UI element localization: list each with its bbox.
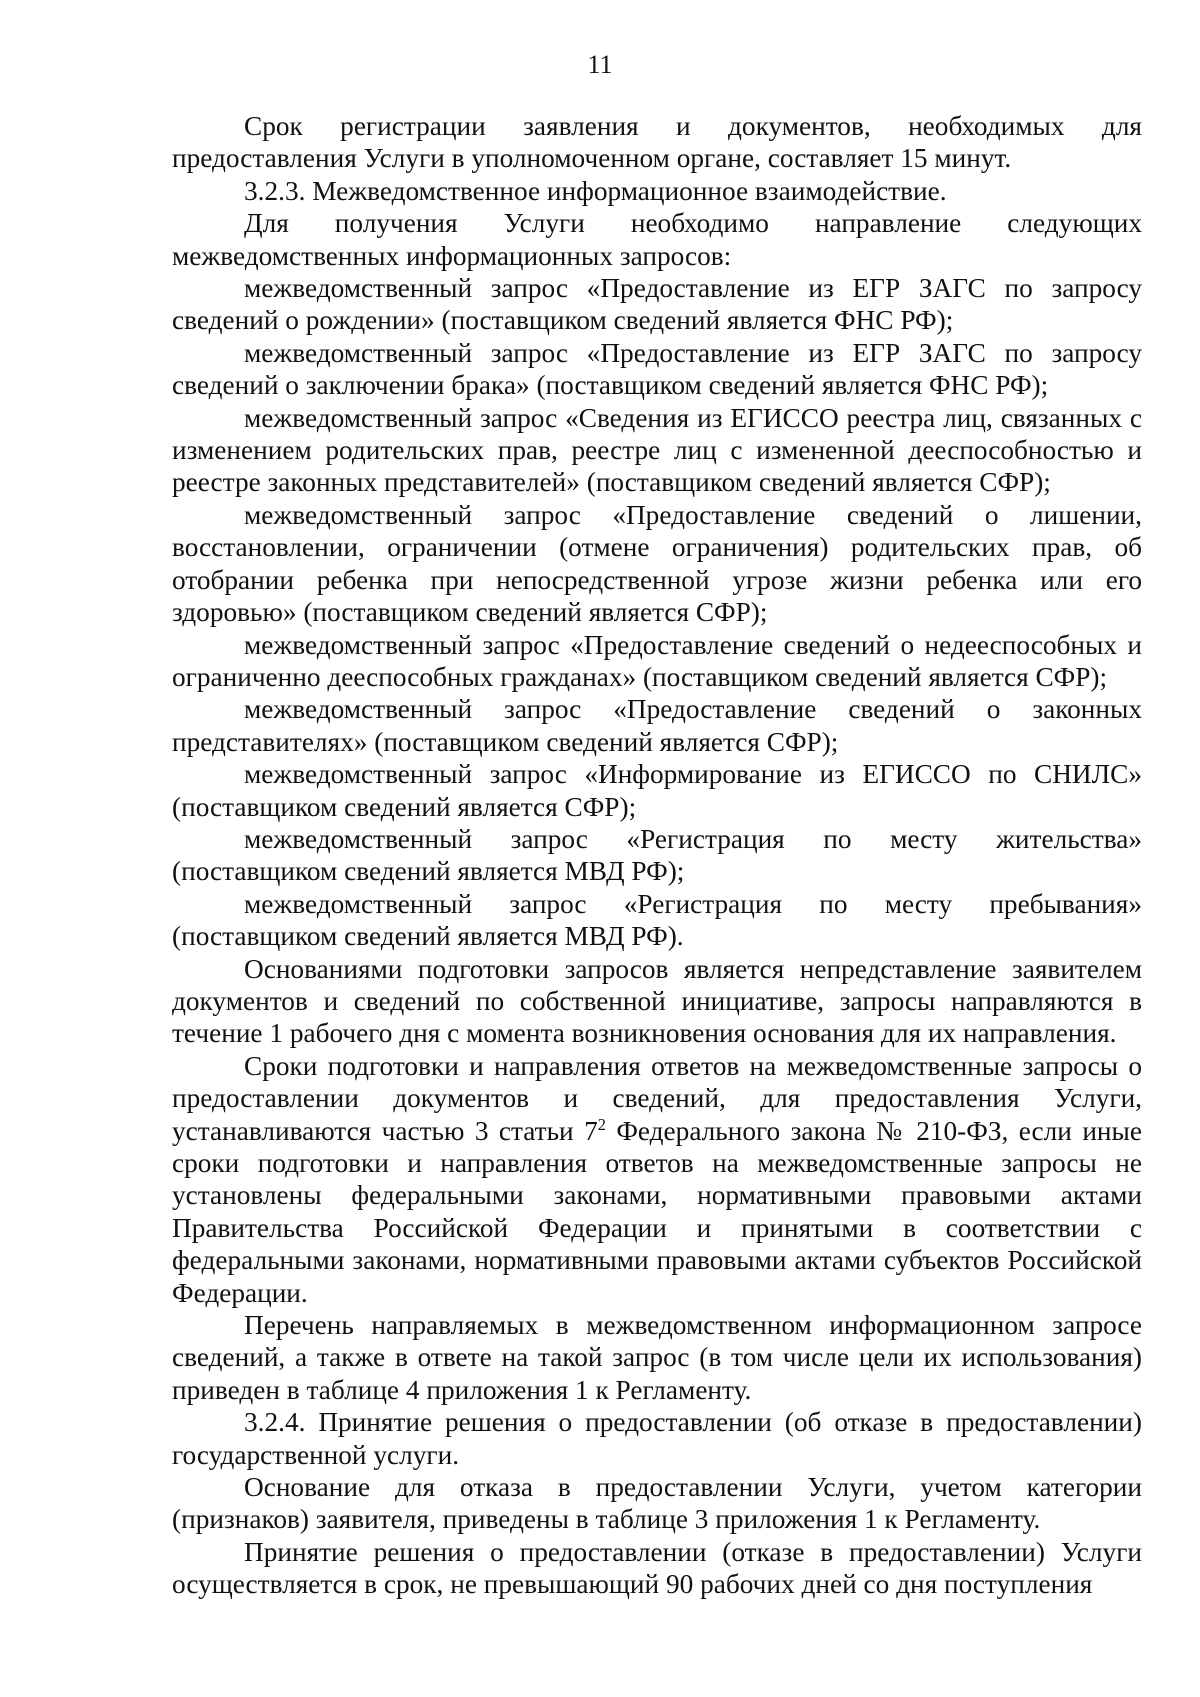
paragraph-request-grounds: Основаниями подготовки запросов является непредставление заявителем документов и сведений по собственной инициативе, запросы направляются в течение 1 рабочего дня с момента возникновения основания для их направления. <box>172 953 1142 1049</box>
request-item-legal-representatives: межведомственный запрос «Предоставление сведений о законных представителях» (поставщиком сведений является СФР); <box>172 694 1142 757</box>
paragraph-response-terms <box>172 1050 1142 1309</box>
paragraph-refusal-grounds: Основание для отказа в предоставлении Услуги, учетом категории (признаков) заявителя, приведены в таблице 3 приложения 1 к Регламенту. <box>172 1472 1142 1535</box>
law-article-superscript: 2 <box>597 1114 606 1134</box>
page-number: 11 <box>587 50 613 79</box>
request-item-parental-rights: межведомственный запрос «Предоставление сведений о лишении, восстановлении, ограничении (отмене ограничения) родительских прав, об отобрании ребенка при непосредственной угрозе жизни ребенка или его здоровью» (поставщиком сведений является СФР); <box>172 499 1142 628</box>
request-item-residence: межведомственный запрос «Регистрация по месту жительства» (поставщиком сведений является МВД РФ); <box>172 823 1142 887</box>
request-item-snils: межведомственный запрос «Информирование из ЕГИССО по СНИЛС» (поставщиком сведений является СФР); <box>172 759 1142 822</box>
document-body <box>172 110 1142 1601</box>
request-item-egisso-registry: межведомственный запрос «Сведения из ЕГИССО реестра лиц, связанных с изменением родительских прав, реестре лиц с измененной дееспособностью и реестре законных представителей» (поставщиком сведений является СФР); <box>172 402 1142 498</box>
section-heading-3-2-3: 3.2.3. Межведомственное информационное взаимодействие. <box>244 175 947 206</box>
paragraph-data-list: Перечень направляемых в межведомственном информационном запросе сведений, а также в ответе на такой запрос (в том числе цели их использования) приведен в таблице 4 приложения 1 к Регламенту. <box>172 1310 1142 1405</box>
request-item-birth: межведомственный запрос «Предоставление из ЕГР ЗАГС по запросу сведений о рождении» (поставщиком сведений является ФНС РФ); <box>172 273 1142 336</box>
request-item-incapable-citizens: межведомственный запрос «Предоставление сведений о недееспособных и ограниченно дееспособных гражданах» (поставщиком сведений является СФР); <box>172 629 1142 692</box>
paragraph-requests-intro: Для получения Услуги необходимо направление следующих межведомственных информационных запросов: <box>172 208 1142 271</box>
request-item-stay: межведомственный запрос «Регистрация по месту пребывания» (поставщиком сведений является МВД РФ). <box>172 888 1142 952</box>
law-text-after: Федерального закона № 210-ФЗ, если иные сроки подготовки и направления ответов на межведомственные запросы не установлены федеральными законами, нормативными правовыми актами Правительства Российской Федерации и принятыми в соответствии с федеральными законами, нормативными правовыми актами субъектов Российской Федерации. <box>172 1115 1142 1308</box>
law-text-before: Сроки подготовки и направления ответов на межведомственные запросы о предоставлении документов и сведений, для предоставления Услуги, устанавливаются частью 3 статьи 7 <box>172 1050 1142 1146</box>
section-heading-3-2-4: 3.2.4. Принятие решения о предоставлении (об отказе в предоставлении) государственной услуги. <box>172 1407 1142 1470</box>
paragraph-registration-term: Срок регистрации заявления и документов, необходимых для предоставления Услуги в уполномоченном органе, составляет 15 минут. <box>172 111 1142 174</box>
paragraph-decision-term: Принятие решения о предоставлении (отказе в предоставлении) Услуги осуществляется в срок, не превышающий 90 рабочих дней со дня поступления <box>172 1536 1142 1600</box>
request-item-marriage: межведомственный запрос «Предоставление из ЕГР ЗАГС по запросу сведений о заключении брака» (поставщиком сведений является ФНС РФ); <box>172 337 1142 401</box>
